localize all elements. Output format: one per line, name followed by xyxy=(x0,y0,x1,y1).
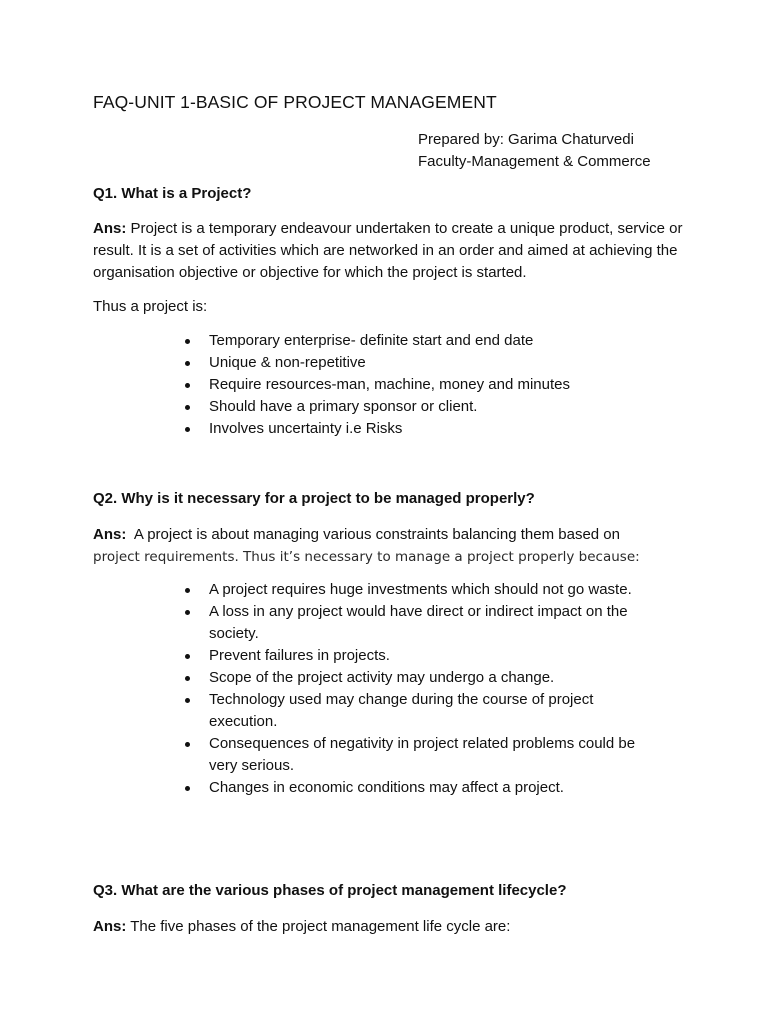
list-item: A loss in any project would have direct or indirect impact on the society. xyxy=(185,601,655,645)
prepared-by: Prepared by: Garima Chaturvedi xyxy=(418,131,634,148)
q3-ans-label: Ans: xyxy=(93,918,127,935)
list-item: A project requires huge investments which should not go waste. xyxy=(185,579,655,601)
list-item: Should have a primary sponsor or client. xyxy=(185,396,655,418)
q2-bullet-list xyxy=(185,579,655,799)
q3-answer-text: The five phases of the project management life cycle are: xyxy=(126,918,511,935)
q3-question: Q3. What are the various phases of project management lifecycle? xyxy=(93,882,567,899)
bullet-icon xyxy=(185,742,190,747)
q1-bullet-list xyxy=(185,330,655,440)
document-title: FAQ-UNIT 1-BASIC OF PROJECT MANAGEMENT xyxy=(93,92,497,112)
q2-answer-line2: project requirements. Thus it’s necessary to manage a project properly because: xyxy=(93,549,640,565)
bullet-icon xyxy=(185,427,190,432)
q2-answer-line1: A project is about managing various constraints balancing them based on xyxy=(126,526,620,543)
list-item: Technology used may change during the course of project execution. xyxy=(185,689,655,733)
q2-ans-label: Ans: xyxy=(93,526,127,543)
list-item: Require resources-man, machine, money and minutes xyxy=(185,374,655,396)
bullet-icon xyxy=(185,610,190,615)
bullet-icon xyxy=(185,698,190,703)
q1-answer-text: Project is a temporary endeavour undertaken to create a unique product, service or result. It is a set of activities which are networked in an order and aimed at achieving the organisation objective or objective for which the project is started. xyxy=(93,220,683,281)
q1-answer xyxy=(93,218,693,284)
bullet-icon xyxy=(185,676,190,681)
list-item: Prevent failures in projects. xyxy=(185,645,655,667)
list-item: Scope of the project activity may undergo a change. xyxy=(185,667,655,689)
q1-question: Q1. What is a Project? xyxy=(93,185,252,202)
faculty: Faculty-Management & Commerce xyxy=(418,153,651,170)
q1-ans-label: Ans: xyxy=(93,220,127,237)
list-item: Consequences of negativity in project related problems could be very serious. xyxy=(185,733,655,777)
bullet-icon xyxy=(185,588,190,593)
q2-question: Q2. Why is it necessary for a project to be managed properly? xyxy=(93,490,535,507)
bullet-icon xyxy=(185,786,190,791)
bullet-icon xyxy=(185,361,190,366)
list-item: Changes in economic conditions may affect a project. xyxy=(185,777,655,799)
list-item: Involves uncertainty i.e Risks xyxy=(185,418,655,440)
list-item: Unique & non-repetitive xyxy=(185,352,655,374)
q2-answer xyxy=(93,524,693,568)
bullet-icon xyxy=(185,383,190,388)
author-block xyxy=(418,129,651,173)
bullet-icon xyxy=(185,339,190,344)
list-item: Temporary enterprise- definite start and end date xyxy=(185,330,655,352)
q3-answer xyxy=(93,916,693,938)
bullet-icon xyxy=(185,405,190,410)
q1-intro: Thus a project is: xyxy=(93,298,208,315)
bullet-icon xyxy=(185,654,190,659)
